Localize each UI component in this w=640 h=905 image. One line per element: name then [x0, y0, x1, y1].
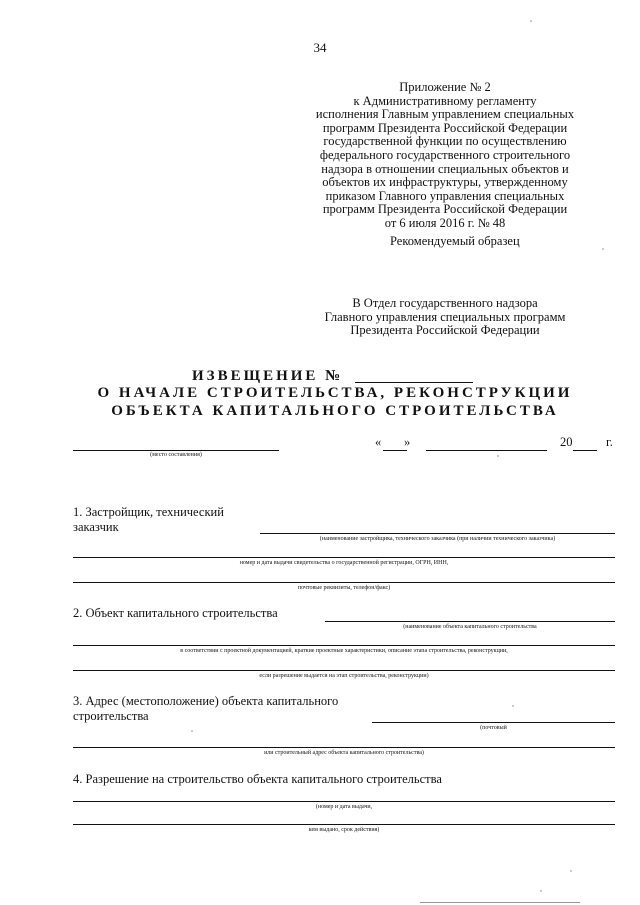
- section3-heading: 3. Адрес (местоположение) объекта капитального: [73, 694, 339, 708]
- section3-caption-2: или строительный адрес объекта капитального строительства): [264, 750, 424, 756]
- object-name-field[interactable]: [325, 609, 615, 622]
- month-field[interactable]: [426, 437, 547, 451]
- place-field[interactable]: [73, 436, 279, 451]
- contacts-field[interactable]: [73, 570, 615, 583]
- year-field[interactable]: [573, 437, 597, 451]
- section1-caption-3: почтовые реквизиты, телефон/факс): [297, 585, 391, 591]
- sample-label: Рекомендуемый образец: [390, 234, 520, 248]
- quote-open: «: [375, 435, 382, 449]
- year-suffix: г.: [606, 435, 613, 449]
- section3-caption-1: (почтовый: [480, 725, 507, 731]
- appendix-line: программ Президента Российской Федерации: [322, 120, 568, 135]
- addressee-line: Президента Российской Федерации: [350, 323, 540, 338]
- appendix-line: Приложение № 2: [399, 80, 491, 94]
- postal-address-field[interactable]: [372, 710, 615, 723]
- permit-number-field[interactable]: [73, 789, 615, 802]
- permit-issuer-field[interactable]: [73, 812, 615, 825]
- notice-subtitle-2: ОБЪЕКТА КАПИТАЛЬНОГО СТРОИТЕЛЬСТВА: [111, 403, 559, 419]
- addressee-line: Главного управления специальных программ: [324, 309, 566, 324]
- section1-heading-cont: заказчик: [73, 520, 119, 534]
- year-prefix: 20: [560, 435, 573, 449]
- appendix-line: от 6 июля 2016 г. № 48: [384, 215, 506, 230]
- registration-field[interactable]: [73, 545, 615, 558]
- appendix-line: надзора в отношении специальных объектов и: [321, 161, 569, 176]
- appendix-line: приказом Главного управления специальных: [325, 188, 565, 203]
- quote-close: »: [404, 435, 411, 449]
- object-stage-field[interactable]: [73, 658, 615, 671]
- notice-title: ИЗВЕЩЕНИЕ №: [192, 368, 344, 384]
- addressee-line: В Отдел государственного надзора: [352, 296, 538, 310]
- appendix-line: федерального государственного строительного: [319, 147, 571, 162]
- section1-caption-2: номер и дата выдачи свидетельства о государственной регистрации, ОГРН, ИНН,: [239, 560, 449, 566]
- notice-subtitle-1: О НАЧАЛЕ СТРОИТЕЛЬСТВА, РЕКОНСТРУКЦИИ: [97, 385, 573, 401]
- section2-heading: 2. Объект капитального строительства: [73, 606, 278, 620]
- section2-caption-3: если разрешение выдается на этап строительства, реконструкции): [259, 673, 429, 679]
- notice-number-field[interactable]: [355, 368, 473, 383]
- addressee-block: [300, 297, 590, 338]
- developer-field[interactable]: [260, 521, 615, 534]
- section4-caption-1: (номер и дата выдачи,: [315, 804, 373, 810]
- object-description-field[interactable]: [73, 633, 615, 646]
- section1-heading: 1. Застройщик, технический: [73, 505, 224, 519]
- appendix-line: государственной функции по осуществлению: [323, 134, 567, 149]
- scan-edge-line: [420, 902, 580, 903]
- section2-caption-2: в соответствии с проектной документацией, краткие проектные характеристики, описание этапа строительства, реконструкции,: [180, 648, 508, 654]
- construction-address-field[interactable]: [73, 735, 615, 748]
- appendix-line: исполнения Главным управлением специальных: [315, 107, 575, 122]
- page-number: 34: [313, 40, 327, 55]
- section3-heading-cont: строительства: [73, 709, 149, 723]
- section4-heading: 4. Разрешение на строительство объекта капитального строительства: [73, 772, 442, 786]
- section1-caption-1: (наименование застройщика, технического заказчика (при наличии технического заказчика): [319, 536, 556, 542]
- appendix-line: объектов их инфраструктуры, утвержденному: [322, 175, 568, 190]
- section4-caption-2: кем выдано, срок действия): [308, 827, 380, 833]
- appendix-line: к Административному регламенту: [353, 93, 537, 108]
- place-caption: (место составления): [150, 452, 202, 458]
- appendix-line: программ Президента Российской Федерации: [322, 202, 568, 217]
- appendix-block: [300, 81, 590, 231]
- section2-caption-1: (наименование объекта капитального строительства: [403, 624, 537, 630]
